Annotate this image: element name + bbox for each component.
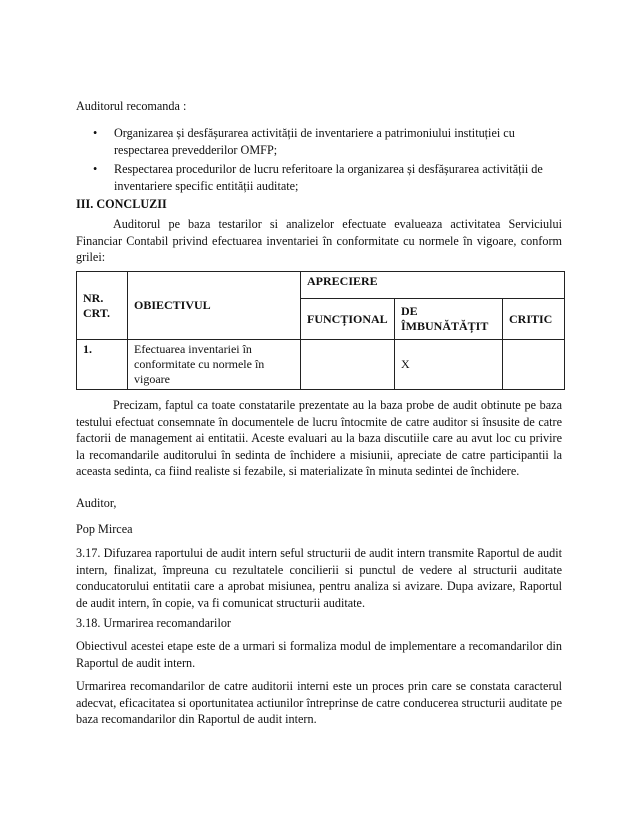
bullet-icon: • [93,126,98,140]
cell-objective: Efectuarea inventariei în conformitate cu normele în vigoare [128,340,301,390]
recommendation-list [76,125,562,197]
list-item-text: Respectarea procedurilor de lucru referitoare la organizarea și desfășurarea activității de inventariere specific entității auditate; [114,162,543,193]
auditor-label: Auditor, [76,496,117,510]
evaluation-table [76,271,565,390]
cell-functional [301,340,395,390]
findings-paragraph: Precizam, faptul ca toate constatarile prezentate au la baza probe de audit obtinute pe baza testului efectuat consemnate în documentele de lucru întocmite de catre auditor si însusite de catre factorii de management ai entitatii. Aceste evaluari au la baza discutiile care au avut loc cu privire la recomandarile auditorului în sedinta de închidere a misiunii, apreciate de catre participantii la aceasta sedinta, ca fiind realiste si fezabile, si materializate în minuta sedintei de închidere. [76,398,562,478]
list-item [76,161,562,194]
header-apreciere: APRECIERE [301,272,565,299]
header-critic: CRITIC [503,299,565,340]
list-item-text: Organizarea și desfășurarea activității de inventariere a patrimoniului instituției cu respectarea prevedderilor OMFP; [114,126,515,157]
header-functional: FUNCȚIONAL [301,299,395,340]
header-nr-crt: NR. CRT. [77,272,128,340]
bullet-icon: • [93,162,98,176]
header-objective: OBIECTIVUL [128,272,301,340]
section-318-title: 3.18. Urmarirea recomandarilor [76,616,231,630]
header-imbunatatit: DE ÎMBUNĂTĂȚIT [395,299,503,340]
section-317-paragraph: 3.17. Difuzarea raportului de audit intern seful structurii de audit intern transmite Raportul de audit intern, finalizat, împreuna cu rezultatele concilierii si punctul de vedere al structurii auditate conducatorului entitatii care a aprobat misiunea, pentru analiza si avizare. Dupa avizare, Raportul de audit intern, în copie, va fi comunicat structurii auditate. [76,546,562,610]
list-item [76,125,562,158]
section-318-paragraph-2: Urmarirea recomandarilor de catre auditorii interni este un proces prin care se constata caracterul adecvat, eficacitatea si oportunitatea actiunilor întreprinse de catre conducerea structurii auditate pe baza recomandarilor din Raportul de audit intern. [76,679,562,726]
auditor-name: Pop Mircea [76,522,133,536]
table-row [77,340,565,390]
cell-imbunatatit: X [395,340,503,390]
section-318-paragraph-1: Obiectivul acestei etape este de a urmari si formaliza modul de implementare a recomandarilor din Raportul de audit intern. [76,639,562,670]
cell-critic [503,340,565,390]
cell-nr: 1. [77,340,128,390]
intro-text: Auditorul recomanda : [76,99,187,113]
conclusion-paragraph: Auditorul pe baza testarilor si analizelor efectuate evalueaza activitatea Serviciului Financiar Contabil privind efectuarea inventariei în conformitate cu normele în vigoare, conform grilei: [76,217,562,264]
section-heading: III. CONCLUZII [76,197,167,211]
